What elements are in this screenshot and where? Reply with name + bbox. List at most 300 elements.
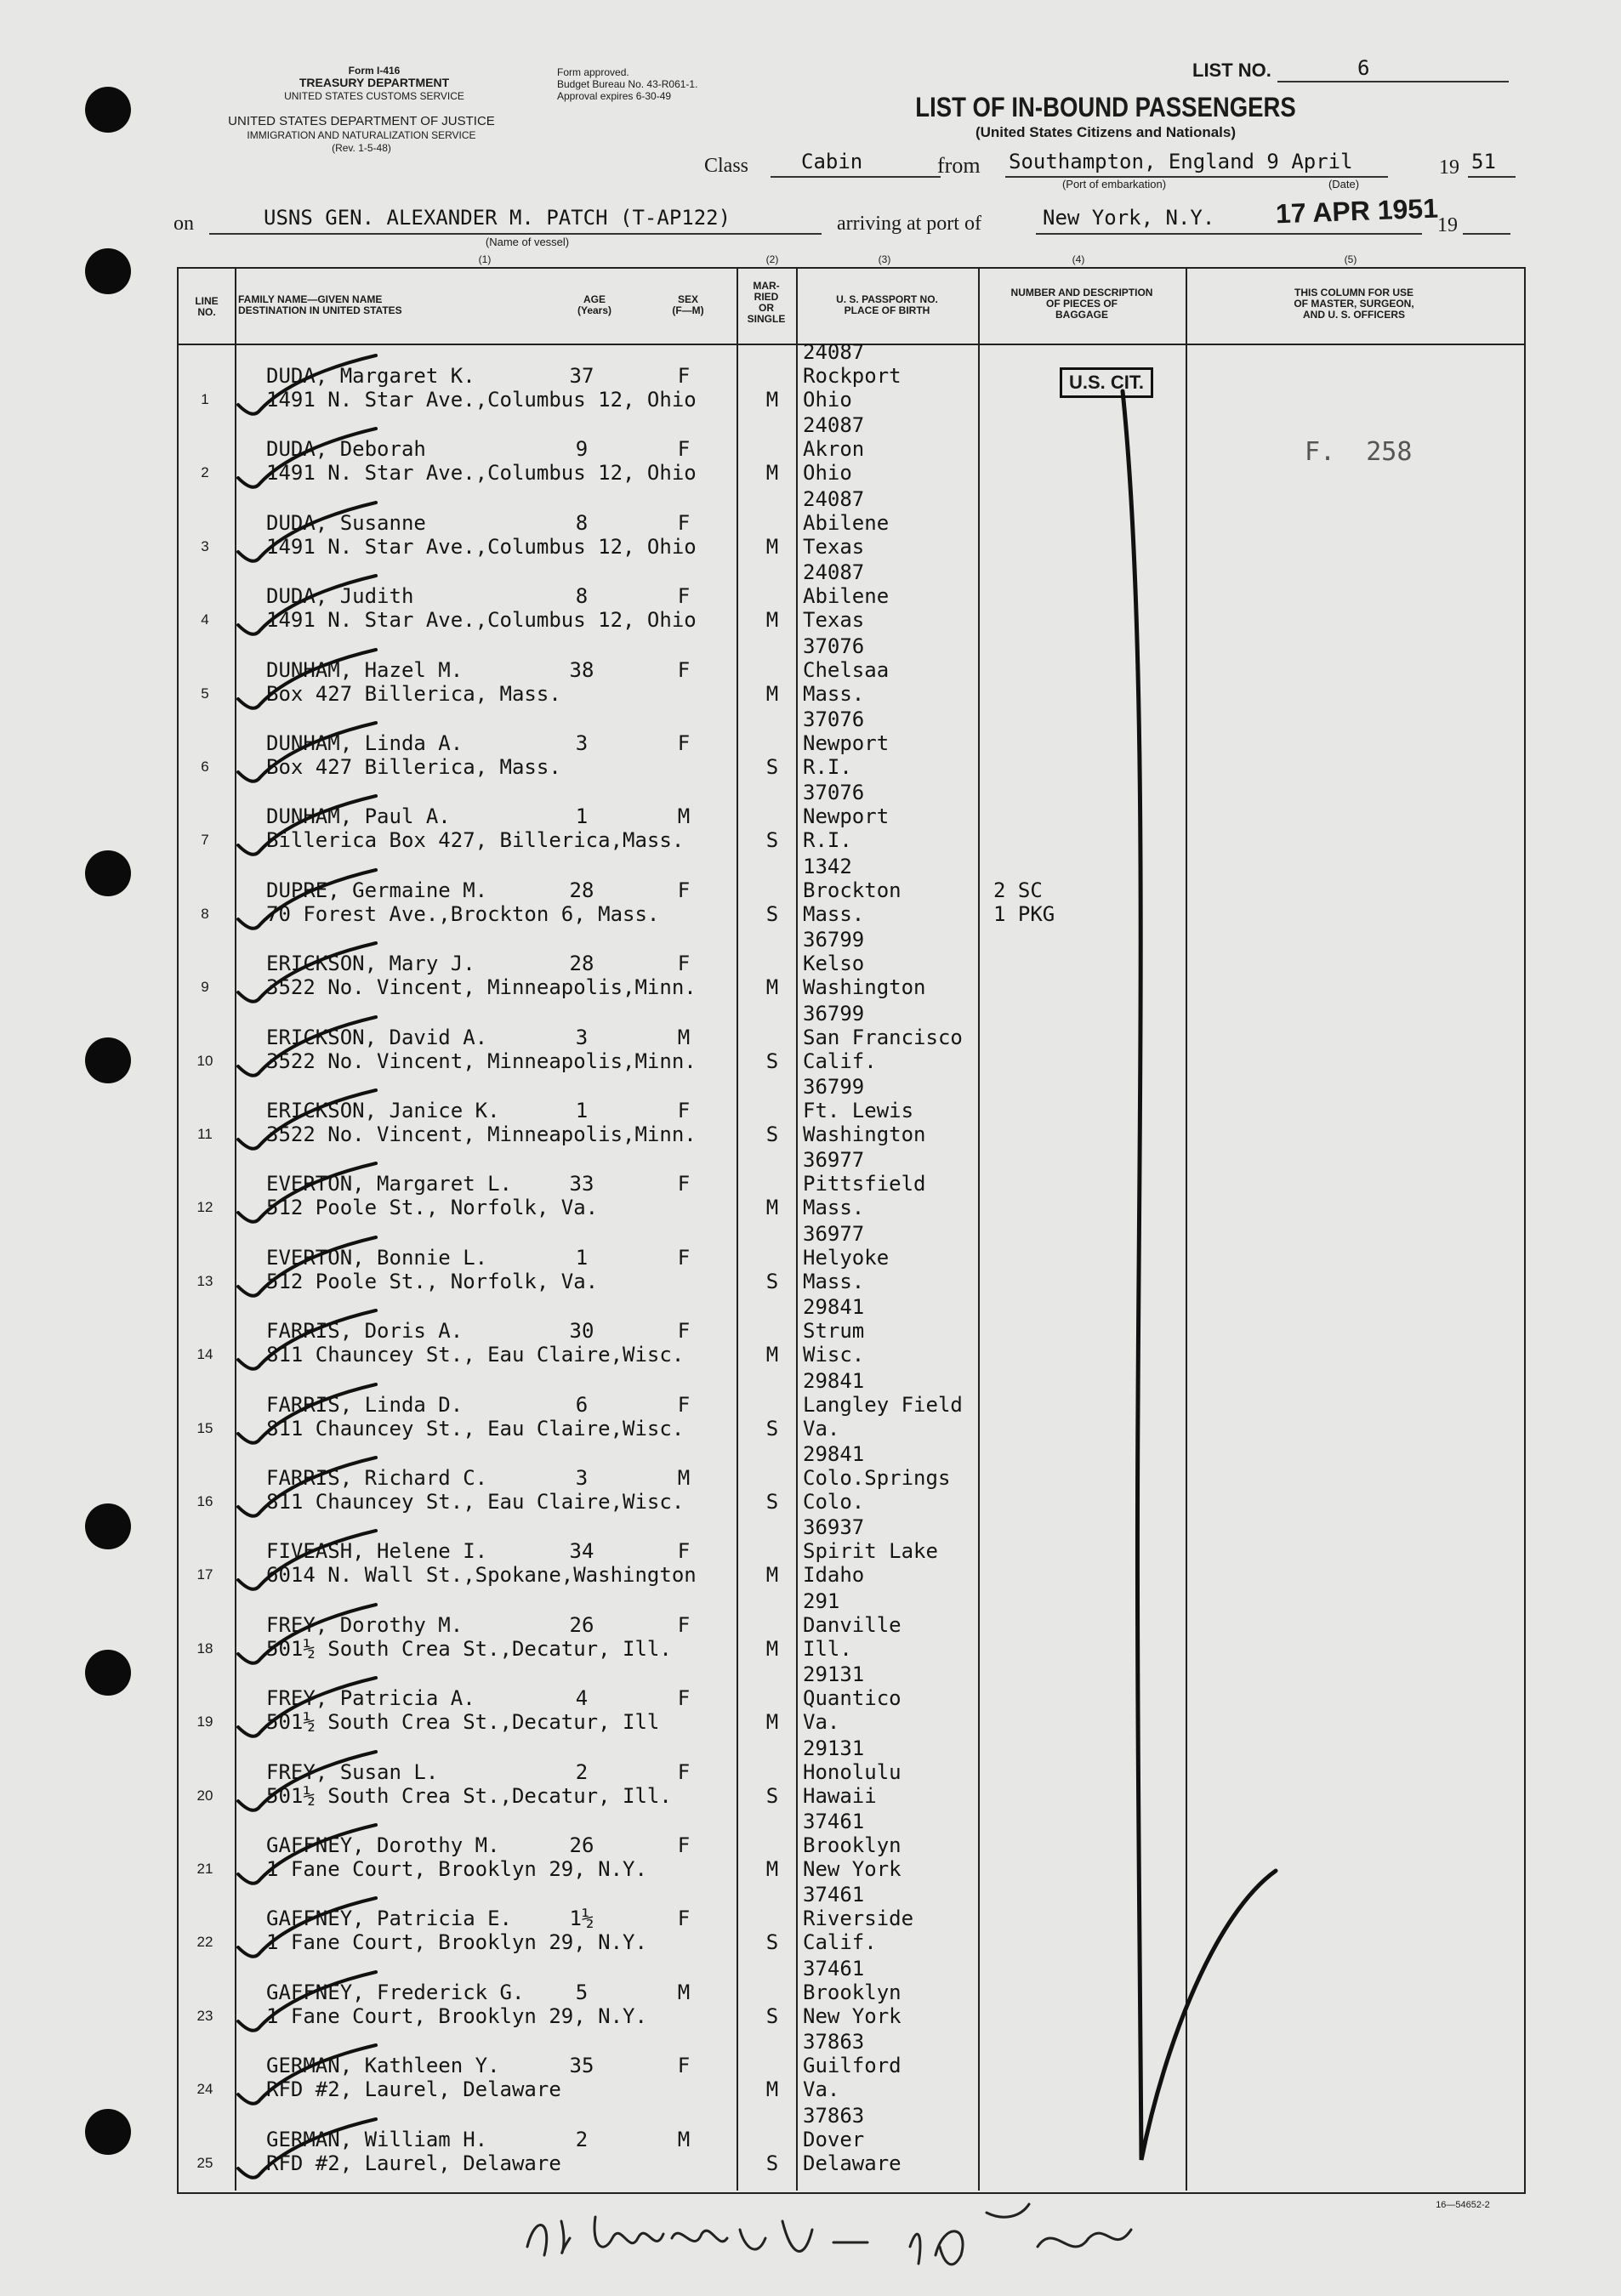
marital-status: M bbox=[765, 608, 779, 633]
line-number: 25 bbox=[196, 2154, 213, 2171]
from-label: from bbox=[937, 153, 981, 178]
line-number: 15 bbox=[196, 1419, 213, 1436]
column-number: (5) bbox=[1344, 253, 1357, 265]
birth-place-city: Strum bbox=[803, 1319, 865, 1344]
birth-place-city: Chelsaa bbox=[803, 657, 890, 682]
destination-address: 6014 N. Wall St.,Spokane,Washington bbox=[266, 1563, 697, 1588]
age-value: 28 bbox=[569, 878, 594, 902]
handwritten-tick-mark bbox=[231, 425, 401, 493]
table-row bbox=[0, 1810, 1621, 1888]
birth-place-city: Akron bbox=[803, 437, 865, 462]
check-mark bbox=[1089, 383, 1310, 2168]
baggage-line-2: 1 PKG bbox=[993, 901, 1055, 926]
sex-value: F bbox=[677, 731, 691, 755]
sex-value: F bbox=[677, 878, 691, 902]
sex-value: F bbox=[677, 1833, 691, 1857]
line-number: 1 bbox=[201, 391, 209, 407]
sex-value: F bbox=[677, 1319, 691, 1344]
birth-place-state: Va. bbox=[803, 1710, 840, 1735]
birth-place-city: Ft. Lewis bbox=[803, 1099, 914, 1122]
passport-number: 24087 bbox=[803, 413, 865, 438]
birth-place-city: Kelso bbox=[803, 952, 865, 976]
us-citizen-stamp: U.S. CIT. bbox=[1060, 367, 1153, 398]
sex-value: M bbox=[677, 1025, 691, 1049]
marital-status: S bbox=[765, 1269, 779, 1293]
passport-number: 37076 bbox=[803, 634, 865, 658]
line-number: 19 bbox=[196, 1713, 213, 1731]
binder-hole bbox=[85, 87, 131, 133]
birth-place-state: New York bbox=[803, 2003, 902, 2028]
handwritten-tick-mark bbox=[231, 1969, 401, 2037]
sex-value: F bbox=[677, 952, 691, 976]
column-number: (4) bbox=[1072, 253, 1085, 265]
line-number: 6 bbox=[201, 759, 209, 775]
line-number: 3 bbox=[201, 537, 209, 554]
passport-number: 37461 bbox=[803, 1956, 865, 1981]
marital-status: M bbox=[765, 461, 779, 486]
marital-status: M bbox=[765, 388, 779, 412]
passport-number: 29841 bbox=[803, 1295, 865, 1320]
passenger-name: FARRIS, Doris A. bbox=[266, 1319, 464, 1344]
line-number: 5 bbox=[201, 685, 209, 702]
line-number: 2 bbox=[201, 464, 209, 481]
sex-value: F bbox=[677, 2054, 691, 2078]
baggage-line-1: 2 SC bbox=[993, 878, 1043, 902]
handwritten-tick-mark bbox=[231, 1014, 401, 1082]
birth-place-state: Calif. bbox=[803, 1049, 877, 1073]
footer-code: 16—54652-2 bbox=[1436, 2200, 1490, 2210]
line-number: 21 bbox=[196, 1861, 213, 1877]
marital-status: S bbox=[765, 2003, 779, 2028]
table-row bbox=[0, 2030, 1621, 2108]
handwritten-tick-mark bbox=[231, 352, 401, 420]
passport-number: 36799 bbox=[803, 1075, 865, 1099]
passport-number: 24087 bbox=[803, 340, 865, 364]
table-row bbox=[0, 928, 1621, 1006]
destination-address: RFD #2, Laurel, Delaware bbox=[266, 2151, 561, 2175]
passport-number: 36799 bbox=[803, 928, 865, 952]
marital-status: S bbox=[765, 828, 779, 853]
passport-number: 37863 bbox=[803, 2030, 865, 2054]
line-number: 22 bbox=[196, 1934, 213, 1951]
birth-place-city: Honolulu bbox=[803, 1759, 902, 1784]
age-value: 2 bbox=[575, 1759, 589, 1784]
marital-status: S bbox=[765, 1490, 779, 1514]
table-row bbox=[0, 486, 1621, 565]
birth-place-state: R.I. bbox=[803, 828, 852, 853]
class-label: Class bbox=[704, 155, 749, 177]
birth-place-state: Hawaii bbox=[803, 1783, 877, 1808]
birth-place-state: Calif. bbox=[803, 1930, 877, 1955]
sex-value: F bbox=[677, 1907, 691, 1931]
line-number: 18 bbox=[196, 1640, 213, 1657]
marital-status: S bbox=[765, 1416, 779, 1441]
table-row bbox=[0, 1075, 1621, 1153]
destination-address: 1491 N. Star Ave.,Columbus 12, Ohio bbox=[266, 461, 697, 486]
age-value: 26 bbox=[569, 1612, 594, 1637]
passenger-name: GERMAN, William H. bbox=[266, 2127, 488, 2151]
table-row bbox=[0, 1295, 1621, 1373]
sex-value: F bbox=[677, 510, 691, 535]
passenger-name: FREY, Susan L. bbox=[266, 1759, 439, 1784]
handwritten-tick-mark bbox=[231, 2116, 401, 2184]
sex-value: F bbox=[677, 1539, 691, 1564]
table-row bbox=[0, 560, 1621, 639]
destination-address: 512 Poole St., Norfolk, Va. bbox=[266, 1269, 599, 1293]
handwritten-tick-mark bbox=[231, 1307, 401, 1375]
sex-value: M bbox=[677, 1980, 691, 2004]
handwritten-tick-mark bbox=[231, 1087, 401, 1155]
marital-status: S bbox=[765, 1930, 779, 1955]
table-row bbox=[0, 413, 1621, 492]
line-number: 10 bbox=[196, 1052, 213, 1069]
destination-address: 501½ South Crea St.,Decatur, Ill bbox=[266, 1710, 660, 1735]
handwritten-tick-mark bbox=[231, 646, 401, 714]
destination-address: 3522 No. Vincent, Minneapolis,Minn. bbox=[266, 1049, 697, 1073]
approval-line-3: Approval expires 6-30-49 bbox=[557, 90, 672, 102]
marital-status: S bbox=[765, 755, 779, 779]
table-row bbox=[0, 854, 1621, 933]
sex-value: F bbox=[677, 657, 691, 682]
destination-address: 1491 N. Star Ave.,Columbus 12, Ohio bbox=[266, 534, 697, 559]
passenger-name: EVERTON, Margaret L. bbox=[266, 1172, 512, 1196]
line-number: 11 bbox=[197, 1126, 213, 1142]
age-value: 34 bbox=[569, 1539, 594, 1564]
header-passport: U. S. PASSPORT NO. PLACE OF BIRTH bbox=[836, 293, 938, 316]
handwritten-tick-mark bbox=[231, 1454, 401, 1522]
destination-address: 1 Fane Court, Brooklyn 29, N.Y. bbox=[266, 1930, 647, 1955]
handwritten-tick-mark bbox=[231, 1234, 401, 1302]
header-officers: THIS COLUMN FOR USE OF MASTER, SURGEON, AND U. S. OFFICERS bbox=[1294, 287, 1414, 321]
binder-hole bbox=[85, 248, 131, 294]
year-prefix-2: 19 bbox=[1437, 214, 1458, 236]
line-number: 14 bbox=[196, 1346, 213, 1363]
table-row bbox=[0, 340, 1621, 418]
handwritten-tick-mark bbox=[231, 1527, 401, 1595]
birth-place-city: Brooklyn bbox=[803, 1980, 902, 2004]
handwritten-tick-mark bbox=[231, 2042, 401, 2110]
birth-place-state: Va. bbox=[803, 2077, 840, 2102]
destination-address: 501½ South Crea St.,Decatur, Ill. bbox=[266, 1783, 672, 1808]
marital-status: M bbox=[765, 534, 779, 559]
birth-place-state: Idaho bbox=[803, 1563, 865, 1588]
passport-number: 36937 bbox=[803, 1515, 865, 1540]
age-value: 33 bbox=[569, 1172, 594, 1196]
marital-status: M bbox=[765, 1343, 779, 1367]
passenger-name: FIVEASH, Helene I. bbox=[266, 1539, 488, 1564]
destination-address: 1491 N. Star Ave.,Columbus 12, Ohio bbox=[266, 388, 697, 412]
birth-place-state: Texas bbox=[803, 534, 865, 559]
marital-status: M bbox=[765, 1636, 779, 1661]
destination-address: Box 427 Billerica, Mass. bbox=[266, 755, 561, 779]
revision-date: (Rev. 1-5-48) bbox=[332, 142, 391, 154]
approval-line-2: Budget Bureau No. 43-R061-1. bbox=[557, 78, 698, 90]
sex-value: F bbox=[677, 584, 691, 609]
passport-number: 36977 bbox=[803, 1148, 865, 1173]
handwritten-tick-mark bbox=[231, 867, 401, 935]
passenger-name: DUDA, Deborah bbox=[266, 437, 426, 462]
passport-number: 24087 bbox=[803, 560, 865, 585]
handwritten-tick-mark bbox=[231, 1895, 401, 1963]
passenger-name: GERMAN, Kathleen Y. bbox=[266, 2054, 500, 2078]
passenger-name: ERICKSON, Janice K. bbox=[266, 1099, 500, 1122]
passport-number: 1342 bbox=[803, 854, 852, 878]
birth-place-state: Ohio bbox=[803, 388, 852, 412]
year-prefix: 19 bbox=[1439, 156, 1459, 179]
sex-value: F bbox=[677, 364, 691, 388]
officer-signature bbox=[510, 2187, 1157, 2281]
marital-status: S bbox=[765, 1783, 779, 1808]
destination-address: 3522 No. Vincent, Minneapolis,Minn. bbox=[266, 1122, 697, 1146]
column-number: (1) bbox=[478, 253, 492, 265]
passport-number: 37461 bbox=[803, 1810, 865, 1833]
age-value: 4 bbox=[575, 1686, 589, 1711]
age-value: 1 bbox=[575, 804, 589, 829]
table-row bbox=[0, 1221, 1621, 1300]
passenger-name: DUNHAM, Linda A. bbox=[266, 731, 464, 755]
line-number: 8 bbox=[201, 905, 209, 922]
column-number: (3) bbox=[878, 253, 891, 265]
passenger-name: FARRIS, Richard C. bbox=[266, 1466, 488, 1490]
list-number-value: 6 bbox=[1357, 56, 1370, 80]
birth-place-state: Washington bbox=[803, 975, 926, 1000]
destination-address: 1 Fane Court, Brooklyn 29, N.Y. bbox=[266, 2003, 647, 2028]
passport-number: 291 bbox=[803, 1588, 840, 1613]
birth-place-city: Rockport bbox=[803, 364, 902, 388]
birth-place-state: Mass. bbox=[803, 901, 865, 926]
table-row bbox=[0, 1442, 1621, 1520]
passenger-name: FREY, Patricia A. bbox=[266, 1686, 475, 1711]
marital-status: M bbox=[765, 1563, 779, 1588]
passport-number: 29131 bbox=[803, 1736, 865, 1760]
header-name: FAMILY NAME—GIVEN NAME DESTINATION IN UNITED STATES bbox=[238, 293, 402, 316]
passport-number: 29131 bbox=[803, 1662, 865, 1687]
line-number: 20 bbox=[196, 1787, 213, 1804]
handwritten-tick-mark bbox=[231, 1381, 401, 1449]
sex-value: F bbox=[677, 1392, 691, 1417]
age-value: 3 bbox=[575, 1025, 589, 1049]
birth-place-city: Abilene bbox=[803, 584, 890, 609]
birth-place-state: Mass. bbox=[803, 1269, 865, 1293]
sex-value: M bbox=[677, 2127, 691, 2151]
line-number: 16 bbox=[196, 1493, 213, 1509]
table-row bbox=[0, 1956, 1621, 2035]
passport-number: 24087 bbox=[803, 486, 865, 511]
birth-place-city: Newport bbox=[803, 804, 890, 829]
birth-place-state: New York bbox=[803, 1857, 902, 1881]
handwritten-tick-mark bbox=[231, 1748, 401, 1816]
sex-value: F bbox=[677, 1245, 691, 1270]
arrival-port: New York, N.Y. bbox=[1043, 206, 1215, 230]
age-value: 3 bbox=[575, 731, 589, 755]
birth-place-state: Mass. bbox=[803, 1196, 865, 1220]
form-number: Form I-416 bbox=[348, 65, 401, 77]
table-row bbox=[0, 1515, 1621, 1594]
passenger-name: DUNHAM, Hazel M. bbox=[266, 657, 464, 682]
age-value: 37 bbox=[569, 364, 594, 388]
sex-value: F bbox=[677, 1759, 691, 1784]
vessel-name: USNS GEN. ALEXANDER M. PATCH (T-AP122) bbox=[264, 206, 731, 230]
birth-place-state: Texas bbox=[803, 608, 865, 633]
column-number: (2) bbox=[765, 253, 779, 265]
birth-place-state: Va. bbox=[803, 1416, 840, 1441]
on-label: on bbox=[173, 213, 194, 235]
handwritten-tick-mark bbox=[231, 572, 401, 640]
birth-place-city: Riverside bbox=[803, 1907, 914, 1931]
birth-place-city: Dover bbox=[803, 2127, 865, 2151]
table-row bbox=[0, 1588, 1621, 1668]
passenger-name: GAFFNEY, Dorothy M. bbox=[266, 1833, 500, 1857]
table-row bbox=[0, 781, 1621, 859]
birth-place-city: Colo.Springs bbox=[803, 1466, 951, 1490]
passenger-name: EVERTON, Bonnie L. bbox=[266, 1245, 488, 1270]
marital-status: M bbox=[765, 1857, 779, 1881]
marital-status: M bbox=[765, 975, 779, 1000]
passenger-name: FARRIS, Linda D. bbox=[266, 1392, 464, 1417]
ins-name: IMMIGRATION AND NATURALIZATION SERVICE bbox=[247, 129, 476, 141]
age-value: 1½ bbox=[569, 1907, 594, 1931]
age-value: 9 bbox=[575, 437, 589, 462]
line-number: 23 bbox=[196, 2007, 213, 2024]
page-title: LIST OF IN-BOUND PASSENGERS bbox=[915, 92, 1296, 122]
passenger-name: ERICKSON, Mary J. bbox=[266, 952, 475, 976]
age-value: 1 bbox=[575, 1099, 589, 1122]
handwritten-tick-mark bbox=[231, 1160, 401, 1228]
line-number: 4 bbox=[201, 611, 209, 628]
passenger-name: DUDA, Margaret K. bbox=[266, 364, 475, 388]
birth-place-state: Colo. bbox=[803, 1490, 865, 1514]
destination-address: 1 Fane Court, Brooklyn 29, N.Y. bbox=[266, 1857, 647, 1881]
arrival-date-stamp: 17 APR 1951 bbox=[1275, 192, 1439, 230]
passenger-name: GAFFNEY, Patricia E. bbox=[266, 1907, 512, 1931]
handwritten-tick-mark bbox=[231, 719, 401, 787]
sex-value: F bbox=[677, 1686, 691, 1711]
birth-place-city: Helyoke bbox=[803, 1245, 890, 1270]
passport-number: 36977 bbox=[803, 1221, 865, 1246]
table-row bbox=[0, 708, 1621, 786]
age-value: 26 bbox=[569, 1833, 594, 1857]
table-row bbox=[0, 1368, 1621, 1447]
birth-place-city: Abilene bbox=[803, 510, 890, 535]
class-value: Cabin bbox=[801, 150, 863, 173]
doj-name: UNITED STATES DEPARTMENT OF JUSTICE bbox=[228, 114, 495, 128]
sex-value: F bbox=[677, 1099, 691, 1122]
birth-place-city: Spirit Lake bbox=[803, 1539, 938, 1564]
birth-place-city: Brooklyn bbox=[803, 1833, 902, 1857]
line-number: 7 bbox=[201, 832, 209, 849]
handwritten-tick-mark bbox=[231, 1601, 401, 1669]
header-age: AGE (Years) bbox=[577, 293, 612, 316]
sex-value: F bbox=[677, 1612, 691, 1637]
marital-status: M bbox=[765, 681, 779, 706]
destination-address: 811 Chauncey St., Eau Claire,Wisc. bbox=[266, 1490, 685, 1514]
age-value: 38 bbox=[569, 657, 594, 682]
header-baggage: NUMBER AND DESCRIPTION OF PIECES OF BAGGAGE bbox=[1010, 287, 1153, 321]
birth-place-state: Delaware bbox=[803, 2151, 902, 2175]
page-subtitle: (United States Citizens and Nationals) bbox=[975, 124, 1237, 140]
marital-status: S bbox=[765, 1049, 779, 1073]
birth-place-state: Washington bbox=[803, 1122, 926, 1146]
table-row bbox=[0, 1148, 1621, 1226]
sex-value: M bbox=[677, 804, 691, 829]
birth-place-city: Danville bbox=[803, 1612, 902, 1637]
birth-place-city: Brockton bbox=[803, 878, 902, 902]
table-row bbox=[0, 1736, 1621, 1815]
line-number: 12 bbox=[196, 1199, 213, 1216]
officer-note: F. 258 bbox=[1305, 437, 1413, 467]
birth-place-city: Langley Field bbox=[803, 1392, 963, 1417]
passport-number: 37076 bbox=[803, 708, 865, 731]
passport-number: 37863 bbox=[803, 2103, 865, 2128]
table-row bbox=[0, 1883, 1621, 1961]
age-value: 8 bbox=[575, 584, 589, 609]
line-number: 17 bbox=[196, 1566, 213, 1583]
embarkation-value: Southampton, England 9 April bbox=[1009, 150, 1353, 173]
birth-place-city: Pittsfield bbox=[803, 1172, 926, 1196]
list-number-label: LIST NO. bbox=[1192, 60, 1271, 81]
sex-value: F bbox=[677, 1172, 691, 1196]
age-value: 3 bbox=[575, 1466, 589, 1490]
destination-address: Box 427 Billerica, Mass. bbox=[266, 681, 561, 706]
table-row bbox=[0, 1662, 1621, 1741]
passenger-name: ERICKSON, David A. bbox=[266, 1025, 488, 1049]
age-value: 2 bbox=[575, 2127, 589, 2151]
destination-address: 811 Chauncey St., Eau Claire,Wisc. bbox=[266, 1343, 685, 1367]
destination-address: 512 Poole St., Norfolk, Va. bbox=[266, 1196, 599, 1220]
year-value: 51 bbox=[1471, 150, 1496, 173]
handwritten-tick-mark bbox=[231, 499, 401, 567]
passport-number: 29841 bbox=[803, 1442, 865, 1466]
destination-address: Billerica Box 427, Billerica,Mass. bbox=[266, 828, 685, 853]
age-value: 28 bbox=[569, 952, 594, 976]
vessel-caption: (Name of vessel) bbox=[485, 236, 570, 248]
line-number: 13 bbox=[196, 1272, 213, 1289]
passport-number: 29841 bbox=[803, 1368, 865, 1393]
handwritten-tick-mark bbox=[231, 1821, 401, 1890]
birth-place-city: Newport bbox=[803, 731, 890, 755]
header-line-no: LINE NO. bbox=[195, 295, 219, 318]
marital-status: M bbox=[765, 1710, 779, 1735]
marital-status: S bbox=[765, 1122, 779, 1146]
passenger-name: GAFFNEY, Frederick G. bbox=[266, 1980, 525, 2004]
birth-place-state: R.I. bbox=[803, 755, 852, 779]
department-name: TREASURY DEPARTMENT bbox=[299, 76, 450, 89]
destination-address: RFD #2, Laurel, Delaware bbox=[266, 2077, 561, 2102]
marital-status: S bbox=[765, 2151, 779, 2175]
service-name: UNITED STATES CUSTOMS SERVICE bbox=[284, 90, 464, 102]
birth-place-state: Mass. bbox=[803, 681, 865, 706]
age-value: 5 bbox=[575, 1980, 589, 2004]
approval-line-1: Form approved. bbox=[557, 66, 629, 78]
age-value: 35 bbox=[569, 2054, 594, 2078]
destination-address: 70 Forest Ave.,Brockton 6, Mass. bbox=[266, 901, 660, 926]
passenger-name: DUPRE, Germaine M. bbox=[266, 878, 488, 902]
table-row bbox=[0, 634, 1621, 713]
passenger-rows bbox=[0, 340, 1621, 2191]
handwritten-tick-mark bbox=[231, 793, 401, 861]
destination-address: 811 Chauncey St., Eau Claire,Wisc. bbox=[266, 1416, 685, 1441]
line-number: 9 bbox=[201, 979, 209, 996]
birth-place-state: Ill. bbox=[803, 1636, 852, 1661]
passenger-name: FREY, Dorothy M. bbox=[266, 1612, 464, 1637]
destination-address: 501½ South Crea St.,Decatur, Ill. bbox=[266, 1636, 672, 1661]
birth-place-city: Guilford bbox=[803, 2054, 902, 2078]
arriving-label: arriving at port of bbox=[837, 213, 981, 235]
header-sex: SEX (F—M) bbox=[672, 293, 704, 316]
sex-value: M bbox=[677, 1466, 691, 1490]
age-value: 6 bbox=[575, 1392, 589, 1417]
passenger-name: DUNHAM, Paul A. bbox=[266, 804, 451, 829]
